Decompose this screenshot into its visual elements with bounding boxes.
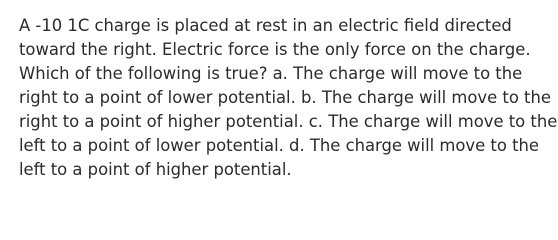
question-line: A -10 1C charge is placed at rest in an electric field directed: [19, 16, 512, 35]
question-line: left to a point of higher potential.: [19, 160, 292, 179]
question-text: [19, 14, 558, 182]
question-line: left to a point of lower potential. d. The charge will move to the: [19, 136, 539, 155]
question-line: Which of the following is true? a. The charge will move to the: [19, 64, 523, 83]
question-line: right to a point of lower potential. b. The charge will move to the: [19, 88, 551, 107]
question-line: toward the right. Electric force is the only force on the charge.: [19, 40, 531, 59]
question-line: right to a point of higher potential. c. The charge will move to the: [19, 112, 558, 131]
